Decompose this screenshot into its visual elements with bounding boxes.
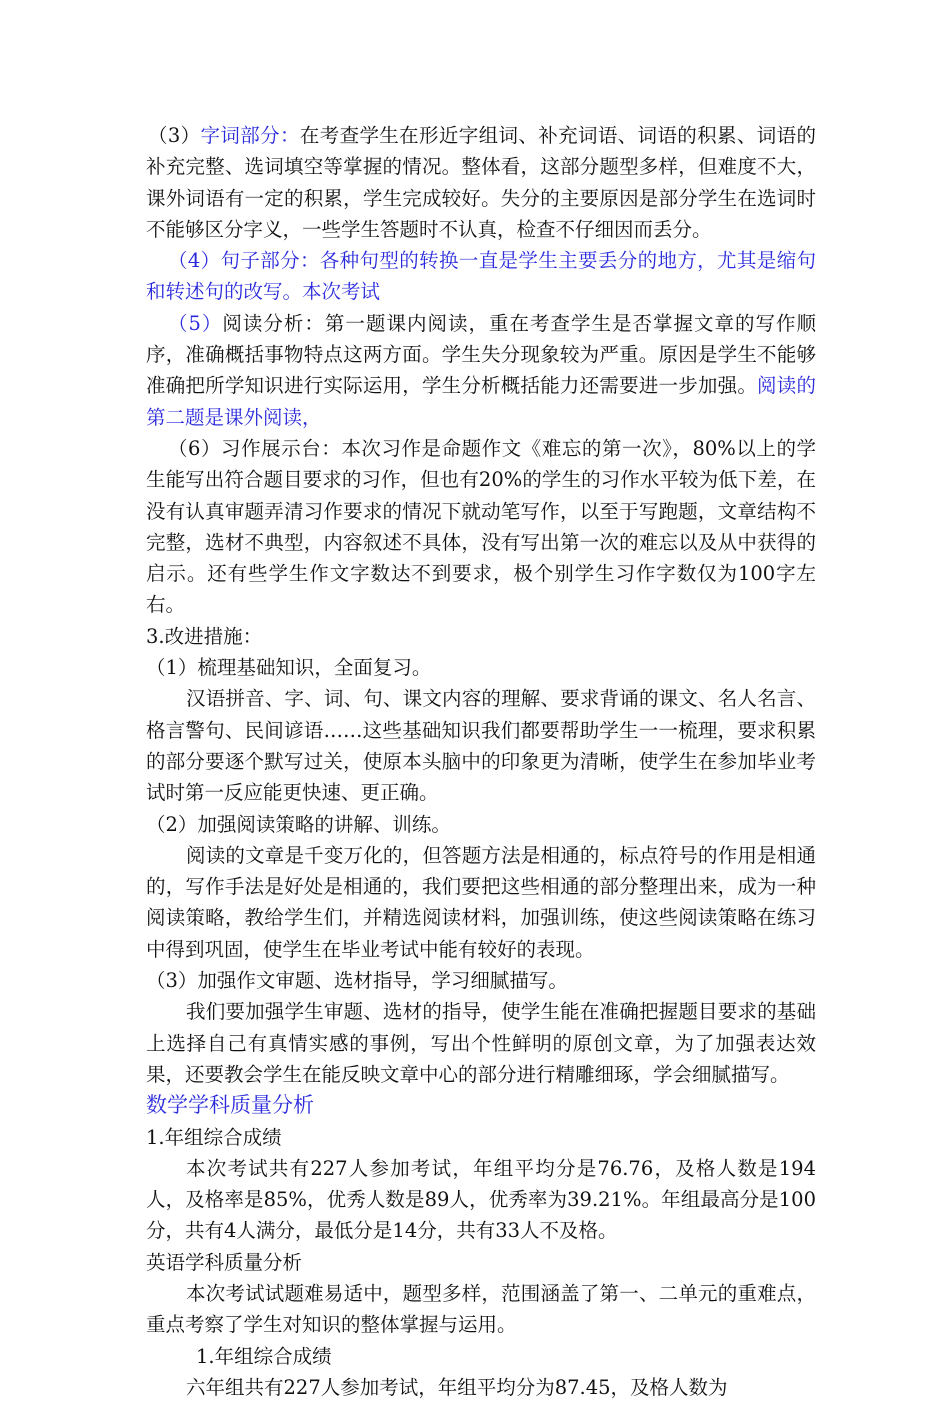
paragraph-reading bbox=[146, 308, 816, 433]
measure-2-title: （2）加强阅读策略的讲解、训练。 bbox=[146, 812, 451, 836]
section-improvement-title: 3.改进措施： bbox=[146, 624, 263, 648]
measure-3-body: 我们要加强学生审题、选材的指导，使学生能在准确把握题目要求的基础上选择自己有真情实感的事例，写出个性鲜明的原创文章，为了加强表达效果，还要教会学生在能反映文章中心的部分进行精雕细琢，学会细腻描写。 bbox=[146, 1000, 816, 1086]
math-subtitle: 1.年组综合成绩 bbox=[146, 1125, 282, 1149]
reading-tail: 阅读的第二题是课外阅读， bbox=[146, 374, 816, 429]
reading-prefix: （5） bbox=[168, 311, 223, 335]
measure-1-body: 汉语拼音、字、词、句、课文内容的理解、要求背诵的课文、名人名言、格言警句、民间谚语……这些基础知识我们都要帮助学生一一梳理，要求积累的部分要逐个默写过关，使原本头脑中的印象更为清晰，使学生在参加毕业考试时第一反应能更快速、更正确。 bbox=[146, 687, 816, 805]
paragraph-vocabulary bbox=[146, 120, 816, 245]
english-intro: 本次考试试题难易适中，题型多样，范围涵盖了第一、二单元的重难点，重点考察了学生对知识的整体掌握与运用。 bbox=[146, 1281, 816, 1337]
document-page bbox=[146, 120, 816, 1403]
vocabulary-label: 字词部分： bbox=[200, 124, 300, 147]
math-body: 本次考试共有227人参加考试，年组平均分是76.76，及格人数是194人，及格率是85%，优秀人数是89人，优秀率为39.21%。年组最高分是100分，共有4人满分，最低分是14分，共有33人不及格。 bbox=[146, 1156, 816, 1243]
item-prefix: （3） bbox=[148, 124, 201, 147]
measure-1-title: （1）梳理基础知识，全面复习。 bbox=[146, 656, 432, 680]
english-subtitle: 1.年组综合成绩 bbox=[196, 1344, 332, 1368]
english-body: 六年组共有227人参加考试，年组平均分为87.45，及格人数为 bbox=[186, 1375, 728, 1399]
writing-text: （6）习作展示台：本次习作是命题作文《难忘的第一次》，80%以上的学生能写出符合题目要求的习作，但也有20%的学生的习作水平较为低下差，在没有认真审题弄清习作要求的情况下就动笔写作，以至于写跑题，文章结构不完整，选材不典型，内容叙述不具体，没有写出第一次的难忘以及从中获得的启示。还有些学生作文字数达不到要求，极个别学生习作字数仅为100字左右。 bbox=[146, 436, 816, 617]
sentences-text: （4）句子部分：各种句型的转换一直是学生主要丢分的地方，尤其是缩句和转述句的改写。本次考试 bbox=[146, 249, 816, 304]
reading-body: 阅读分析：第一题课内阅读，重在考查学生是否掌握文章的写作顺序，准确概括事物特点这两方面。学生失分现象较为严重。原因是学生不能够准确把所学知识进行实际运用，学生分析概括能力还需要进一步加强。 bbox=[146, 311, 816, 398]
measure-2-body: 阅读的文章是千变万化的，但答题方法是相通的，标点符号的作用是相通的，写作手法是好处是相通的，我们要把这些相通的部分整理出来，成为一种阅读策略，教给学生们，并精选阅读材料，加强训练，使这些阅读策略在练习中得到巩固，使学生在毕业考试中能有较好的表现。 bbox=[146, 843, 816, 961]
measure-3-title: （3）加强作文审题、选材指导，学习细腻描写。 bbox=[146, 969, 568, 993]
math-section-title: 数学学科质量分析 bbox=[146, 1093, 314, 1118]
paragraph-writing bbox=[146, 433, 816, 621]
paragraph-sentences bbox=[146, 245, 816, 308]
vocabulary-body: 在考查学生在形近字组词、补充词语、词语的积累、词语的补充完整、选词填空等掌握的情况。整体看，这部分题型多样，但难度不大，课外词语有一定的积累，学生完成较好。失分的主要原因是部分学生在选词时不能够区分字义，一些学生答题时不认真，检查不仔细因而丢分。 bbox=[146, 124, 816, 241]
english-section-title: 英语学科质量分析 bbox=[146, 1250, 303, 1274]
